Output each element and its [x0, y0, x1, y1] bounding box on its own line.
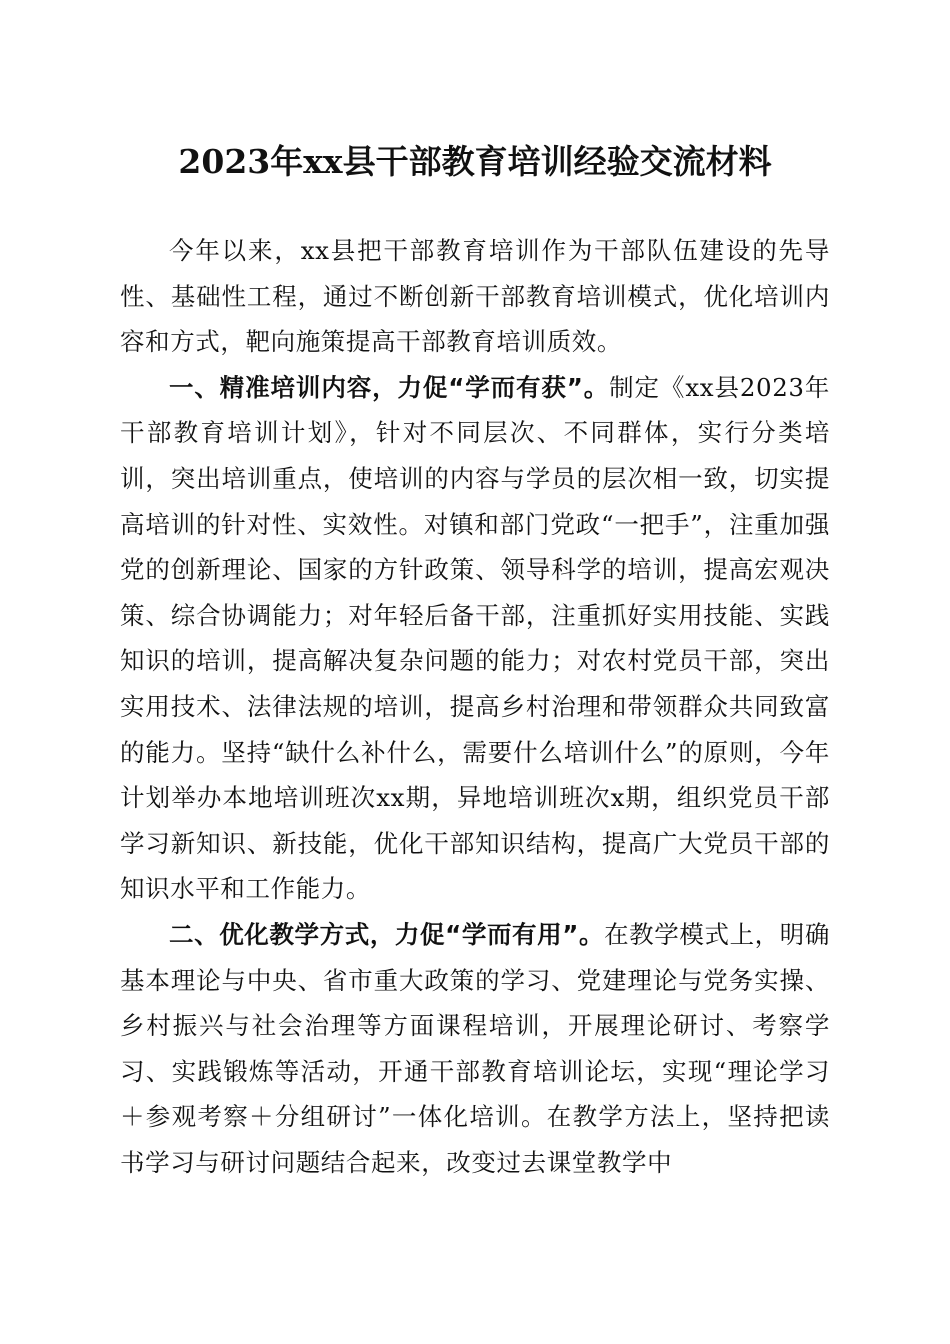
section-2-heading: 二、优化教学方式，力促“学而有用”。	[169, 919, 605, 949]
section-2-paragraph	[120, 912, 830, 1186]
section-1-text: 制定《xx县2023年干部教育培训计划》，针对不同层次、不同群体，实行分类培训，突出培训重点，使培训的内容与学员的层次相一致，切实提高培训的针对性、实效性。对镇和部门党政“一把手”，注重加强党的创新理论、国家的方针政策、领导科学的培训，提高宏观决策、综合协调能力；对年轻后备干部，注重抓好实用技能、实践知识的培训，提高解决复杂问题的能力；对农村党员干部，突出实用技术、法律法规的培训，提高乡村治理和带领群众共同致富的能力。坚持“缺什么补什么，需要什么培训什么”的原则，今年计划举办本地培训班次xx期，异地培训班次x期，组织党员干部学习新知识、新技能，优化干部知识结构，提高广大党员干部的知识水平和工作能力。	[120, 372, 830, 904]
document-body	[120, 228, 830, 1185]
document-title: 2023年xx县干部教育培训经验交流材料	[178, 142, 772, 181]
section-1-paragraph	[120, 365, 830, 912]
section-1-heading: 一、精准培训内容，力促“学而有获”。	[169, 372, 610, 402]
section-2-text: 在教学模式上，明确基本理论与中央、省市重大政策的学习、党建理论与党务实操、乡村振兴与社会治理等方面课程培训，开展理论研讨、考察学习、实践锻炼等活动，开通干部教育培训论坛，实现“理论学习＋参观考察＋分组研讨”一体化培训。在教学方法上，坚持把读书学习与研讨问题结合起来，改变过去课堂教学中	[120, 919, 830, 1177]
intro-text: 今年以来，xx县把干部教育培训作为干部队伍建设的先导性、基础性工程，通过不断创新干部教育培训模式，优化培训内容和方式，靶向施策提高干部教育培训质效。	[120, 236, 830, 357]
intro-paragraph	[120, 228, 830, 365]
